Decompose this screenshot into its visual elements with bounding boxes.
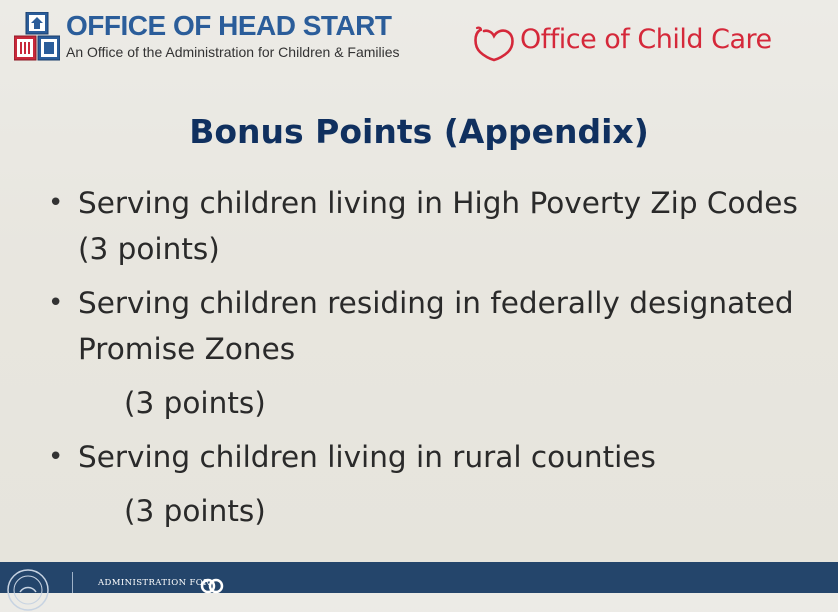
head-start-blocks-logo [14, 12, 60, 62]
footer-bar [0, 562, 838, 593]
bullet-marker: • [48, 442, 64, 472]
heart-swirl-icon [472, 26, 516, 62]
slide-header [0, 0, 838, 80]
bullet-item [44, 180, 804, 272]
bullet-marker: • [48, 188, 64, 218]
head-start-subtitle: An Office of the Administration for Children & Families [66, 44, 400, 60]
bullet-item [44, 434, 804, 534]
bullet-points: (3 points) [124, 494, 266, 528]
bullet-points: (3 points) [124, 386, 266, 420]
bullet-text: Serving children living in High Poverty Zip Codes (3 points) [78, 186, 798, 266]
acf-logo-icon [198, 576, 238, 596]
footer-label: ADMINISTRATION FOR [98, 578, 210, 588]
head-start-title: OFFICE OF HEAD START [66, 10, 392, 41]
bullet-marker: • [48, 288, 64, 318]
slide-title: Bonus Points (Appendix) [189, 112, 649, 151]
bullet-list [44, 180, 804, 534]
hhs-seal-icon [6, 568, 50, 612]
bullet-text: Serving children living in rural counties [78, 440, 656, 474]
child-care-title: Office of Child Care [520, 24, 772, 55]
footer-divider [72, 572, 73, 593]
bullet-item [44, 280, 804, 426]
bullet-text: Serving children residing in federally designated Promise Zones [78, 286, 794, 366]
